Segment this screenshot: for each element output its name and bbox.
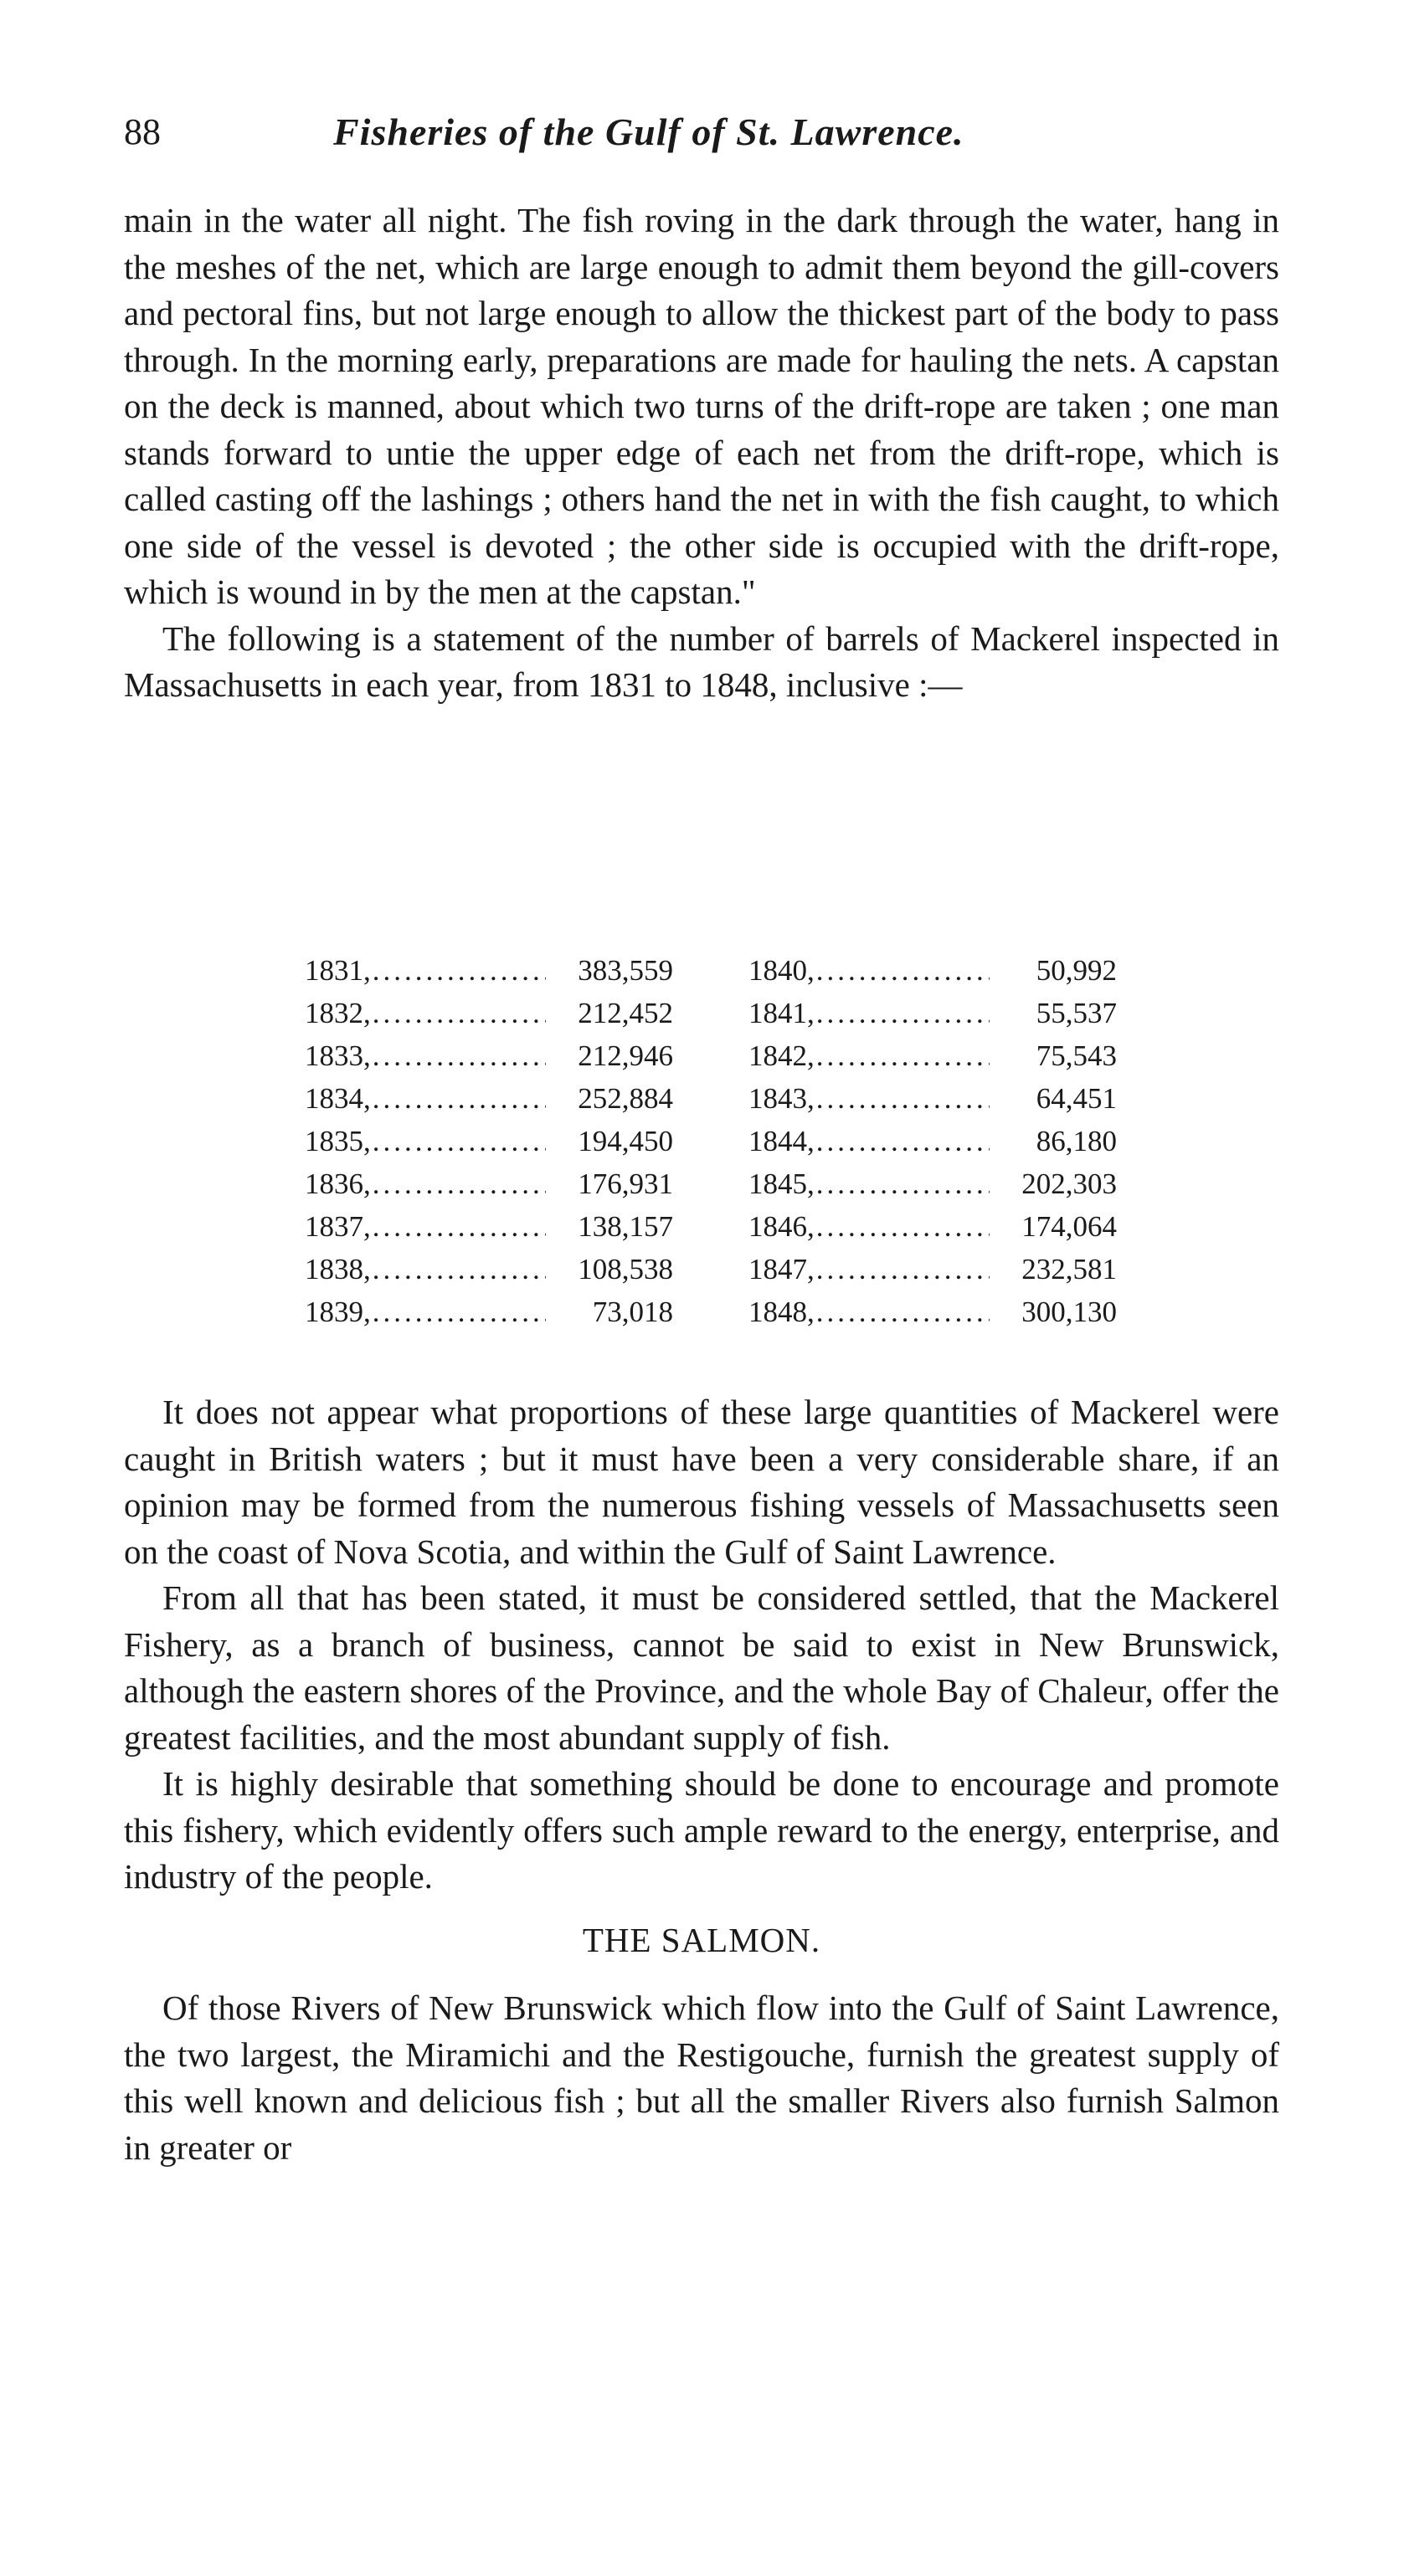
table-row <box>748 1034 1117 1077</box>
table-value: 138,157 <box>578 1210 673 1243</box>
table-row <box>305 1120 673 1162</box>
table-year: 1839, <box>305 1296 371 1328</box>
table-year: 1837, <box>305 1210 371 1243</box>
table-year: 1834, <box>305 1082 371 1115</box>
table-year: 1842, <box>748 1039 815 1072</box>
table-row <box>748 1120 1117 1162</box>
table-year: 1835, <box>305 1125 371 1157</box>
table-row <box>748 949 1117 992</box>
table-value: 202,303 <box>1021 1167 1117 1200</box>
table-row <box>305 1162 673 1205</box>
table-value: 73,018 <box>592 1296 673 1328</box>
table-year: 1844, <box>748 1125 815 1157</box>
table-row <box>305 992 673 1034</box>
table-value: 55,537 <box>1036 997 1117 1029</box>
table-value: 383,559 <box>578 954 673 987</box>
paragraph-salmon-rivers: Of those Rivers of New Brunswick which flow into the Gulf of Saint Lawrence, the two largest, the Miramichi and the Restigouche, furnish the greatest supply of this well known and delicious fish ; but all the smaller Rivers also furnish Salmon in greater or <box>124 1988 1279 2167</box>
table-value: 176,931 <box>578 1167 673 1200</box>
table-year: 1832, <box>305 997 371 1029</box>
section-heading-salmon: THE SALMON. <box>582 1920 821 1959</box>
table-row <box>305 1291 673 1333</box>
table-row <box>748 992 1117 1034</box>
paragraph-statement-intro: The following is a statement of the number of barrels of Mackerel inspected in Massachusetts in each year, from 1831 to 1848, inclusive :— <box>124 618 1279 704</box>
table-row <box>748 1205 1117 1248</box>
table-row <box>305 1205 673 1248</box>
table-value: 50,992 <box>1036 954 1117 987</box>
table-value: 212,946 <box>578 1039 673 1072</box>
table-year: 1831, <box>305 954 371 987</box>
table-row <box>305 1034 673 1077</box>
table-value: 64,451 <box>1036 1082 1117 1115</box>
paragraph-encourage-fishery: It is highly desirable that something should be done to encourage and promote this fishery, which evidently offers such ample reward to the energy, enterprise, and industry of the people. <box>124 1764 1279 1896</box>
running-title: Fisheries of the Gulf of St. Lawrence. <box>333 110 964 153</box>
body-text-top <box>124 198 1279 709</box>
table-year: 1840, <box>748 954 815 987</box>
table-year: 1833, <box>305 1039 371 1072</box>
table-row <box>305 949 673 992</box>
table-value: 194,450 <box>578 1125 673 1157</box>
table-year: 1843, <box>748 1082 815 1115</box>
table-row <box>748 1248 1117 1291</box>
body-text-bottom <box>124 1389 1279 2171</box>
table-row <box>748 1077 1117 1120</box>
paragraph-mackerel-fishery: From all that has been stated, it must be considered settled, that the Mackerel Fishery, as a branch of business, cannot be said to exist in New Brunswick, although the eastern shores of the Province, and the whole Bay of Chaleur, offer the greatest facilities, and the most abundant supply of fish. <box>124 1578 1279 1757</box>
table-column-right <box>748 949 1117 1333</box>
table-year: 1836, <box>305 1167 371 1200</box>
table-row <box>748 1162 1117 1205</box>
paragraph-british-waters: It does not appear what proportions of these large quantities of Mackerel were caught in British waters ; but it must have been a very considerable share, if an opinion may be formed from the numerous fishing vessels of Massachusetts seen on the coast of Nova Scotia, and within the Gulf of Saint Lawrence. <box>124 1393 1279 1571</box>
table-row <box>305 1077 673 1120</box>
table-value: 232,581 <box>1021 1253 1117 1285</box>
table-value: 300,130 <box>1021 1296 1117 1328</box>
table-year: 1838, <box>305 1253 371 1285</box>
page-header <box>124 107 1279 157</box>
paragraph-gill-net: main in the water all night. The fish roving in the dark through the water, hang in the meshes of the net, which are large enough to admit them beyond the gill-covers and pectoral fins, but not large enough to allow the thickest part of the body to pass through. In the morning early, preparations are made for hauling the nets. A capstan on the deck is manned, about which two turns of the drift-rope are taken ; one man stands forward to untie the upper edge of each net from the drift-rope, which is called casting off the lashings ; others hand the net in with the fish caught, to which one side of the vessel is devoted ; the other side is occupied with the drift-rope, which is wound in by the men at the capstan." <box>124 201 1279 611</box>
table-value: 75,543 <box>1036 1039 1117 1072</box>
table-year: 1841, <box>748 997 815 1029</box>
table-value: 86,180 <box>1036 1125 1117 1157</box>
table-year: 1845, <box>748 1167 815 1200</box>
page-number: 88 <box>124 111 161 152</box>
table-value: 212,452 <box>578 997 673 1029</box>
table-value: 108,538 <box>578 1253 673 1285</box>
mackerel-inspection-table <box>305 949 1125 1384</box>
table-value: 252,884 <box>578 1082 673 1115</box>
table-row <box>305 1248 673 1291</box>
table-year: 1846, <box>748 1210 815 1243</box>
table-row <box>748 1291 1117 1333</box>
table-column-left <box>305 949 673 1333</box>
table-value: 174,064 <box>1021 1210 1117 1243</box>
table-year: 1848, <box>748 1296 815 1328</box>
table-year: 1847, <box>748 1253 815 1285</box>
